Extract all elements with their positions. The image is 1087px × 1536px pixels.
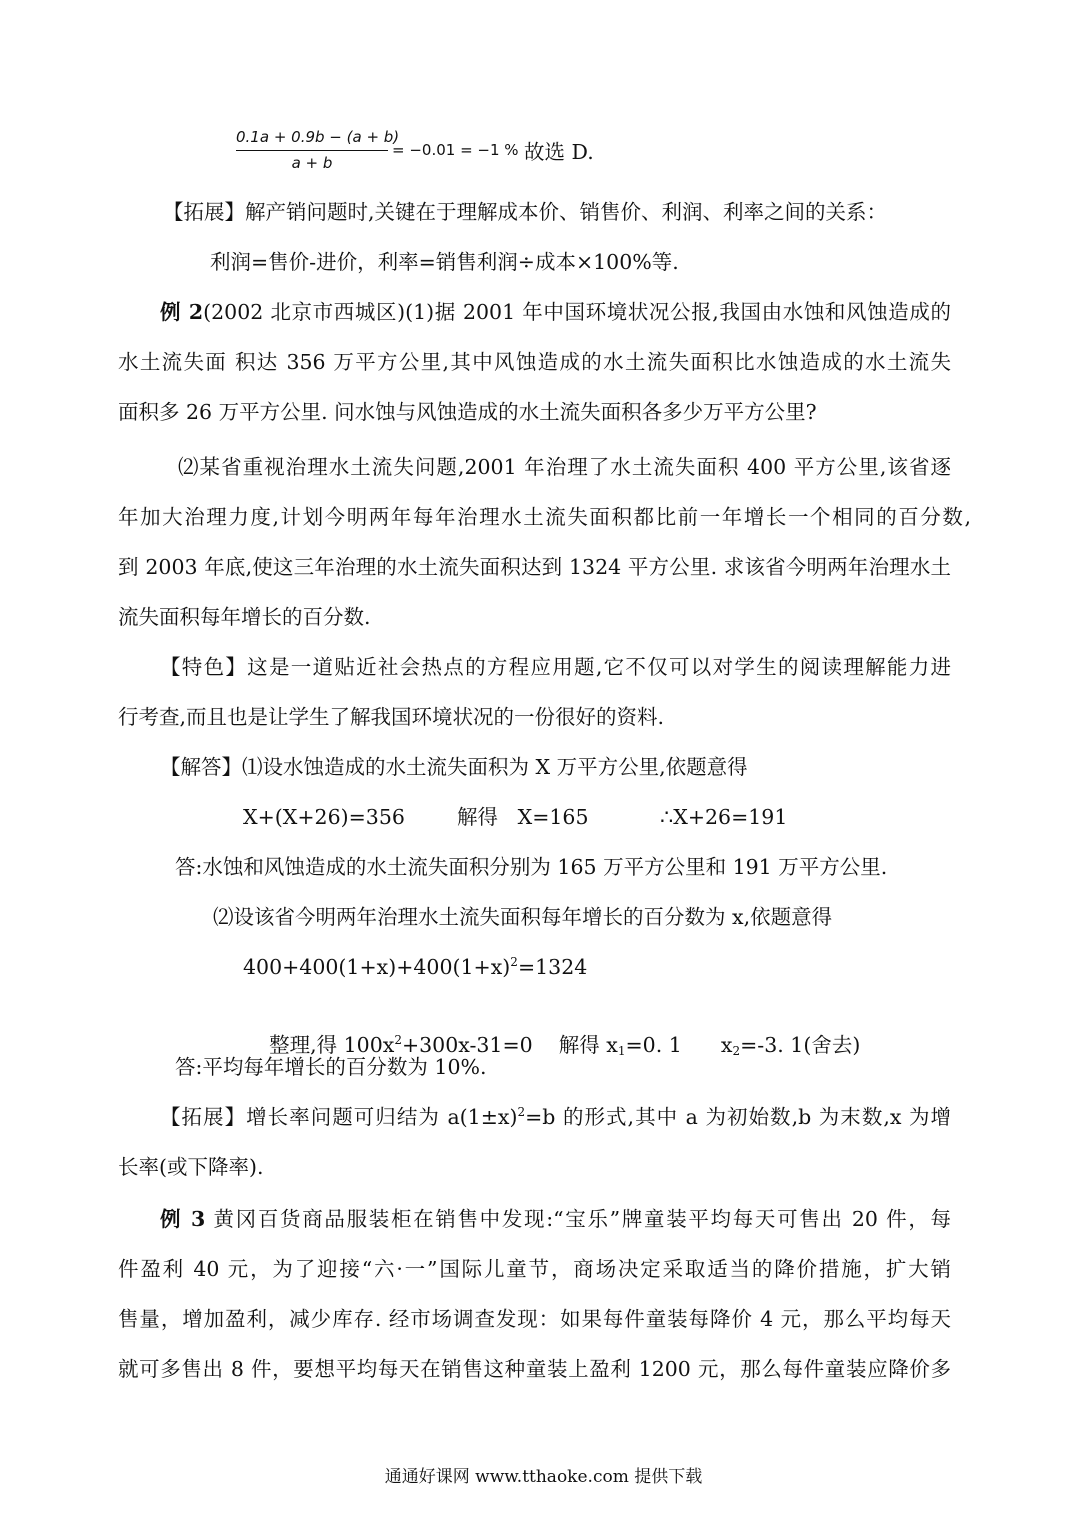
example-2-heading	[160, 298, 951, 326]
paragraph-line: 年加大治理力度,计划今明两年每年治理水土流失面积都比前一年增长一个相同的百分数,	[118, 505, 971, 529]
example-3-text: 黄冈百货商品服装柜在销售中发现:“宝乐”牌童装平均每天可售出 20 件，每	[213, 1207, 951, 1231]
feature-note-line: 行考查,而且也是让学生了解我国环境状况的一份很好的资料.	[118, 705, 665, 729]
paragraph-line: 水土流失面 积达 356 万平方公里,其中风蚀造成的水土流失面积比水蚀造成的水土流失	[118, 350, 951, 374]
example-2-label: 例 2	[160, 300, 204, 324]
exponent: 2	[510, 955, 518, 969]
exponent: 2	[394, 1033, 402, 1047]
example-2-text: (2002 北京市西城区)(1)据 2001 年中国环境状况公报,我国由水蚀和风蚀造成的	[203, 300, 951, 324]
feature-note-line: 【特色】这是一道贴近社会热点的方程应用题,它不仅可以对学生的阅读理解能力进	[160, 655, 951, 679]
equation-part: =0. 1 x	[625, 1033, 733, 1057]
solution-line: 【解答】⑴设水蚀造成的水土流失面积为 X 万平方公里,依题意得	[160, 755, 748, 779]
example-3-label: 例 3	[160, 1207, 206, 1231]
answer-line: 答:水蚀和风蚀造成的水土流失面积分别为 165 万平方公里和 191 万平方公里.	[175, 855, 888, 879]
text-part: =b 的形式,其中 a 为初始数,b 为末数,x 为增	[525, 1105, 952, 1129]
subscript: 1	[617, 1044, 626, 1058]
paragraph-line: 流失面积每年增长的百分数.	[118, 605, 371, 629]
fraction-bar	[236, 150, 388, 151]
equation-part: =-3. 1(舍去)	[740, 1033, 861, 1057]
formula-result: = −0.01 = −1 %	[392, 141, 519, 159]
paragraph-line: 件盈利 40 元，为了迎接“六·一”国际儿童节，商场决定采取适当的降价措施，扩大销	[118, 1257, 951, 1281]
paragraph-line: 面积多 26 万平方公里. 问水蚀与风蚀造成的水土流失面积各多少万平方公里?	[118, 400, 817, 424]
text-part: 【拓展】增长率问题可归结为 a(1±x)	[160, 1105, 518, 1129]
equation-part: =1324	[517, 955, 588, 979]
subscript: 2	[732, 1044, 741, 1058]
paragraph-line: ⑵某省重视治理水土流失问题,2001 年治理了水土流失面积 400 平方公里,该省逐	[178, 455, 951, 479]
profit-formula-line: 利润=售价-进价，利率=销售利润÷成本×100%等.	[210, 250, 679, 274]
extension-note-1: 【拓展】解产销问题时,关键在于理解成本价、销售价、利润、利率之间的关系：	[163, 200, 888, 224]
example-3-heading	[160, 1205, 951, 1233]
equation-part: 400+400(1+x)+400(1+x)	[243, 955, 511, 979]
equation-part: +300x-31=0 解得 x	[401, 1033, 618, 1057]
answer-line: 答:平均每年增长的百分数为 10%.	[175, 1055, 487, 1079]
formula-numerator: 0.1a + 0.9b − (a + b)	[236, 128, 400, 146]
equation-line	[243, 953, 587, 981]
answer-choice: 故选 D.	[524, 140, 594, 164]
formula-denominator: a + b	[291, 154, 333, 172]
equation-line	[243, 1003, 861, 1058]
equation-line: X+(X+26)=356 解得 X=165 ∴X+26=191	[243, 805, 788, 829]
equation-part: 整理,得 100x	[269, 1033, 395, 1057]
paragraph-line: 到 2003 年底,使这三年治理的水土流失面积达到 1324 平方公里. 求该省今明两年治理水土	[118, 555, 951, 579]
extension-note-2	[160, 1103, 951, 1131]
exponent: 2	[517, 1105, 526, 1119]
paragraph-line: 就可多售出 8 件，要想平均每天在销售这种童装上盈利 1200 元，那么每件童装应降价多	[118, 1357, 951, 1381]
page-footer: 通通好课网 www.tthaoke.com 提供下载	[384, 1467, 703, 1487]
extension-note-2-cont: 长率(或下降率).	[118, 1155, 264, 1179]
paragraph-line: 售量，增加盈利，减少库存. 经市场调查发现：如果每件童装每降价 4 元，那么平均每天	[118, 1307, 951, 1331]
solution-line: ⑵设该省今明两年治理水土流失面积每年增长的百分数为 x,依题意得	[213, 905, 833, 929]
